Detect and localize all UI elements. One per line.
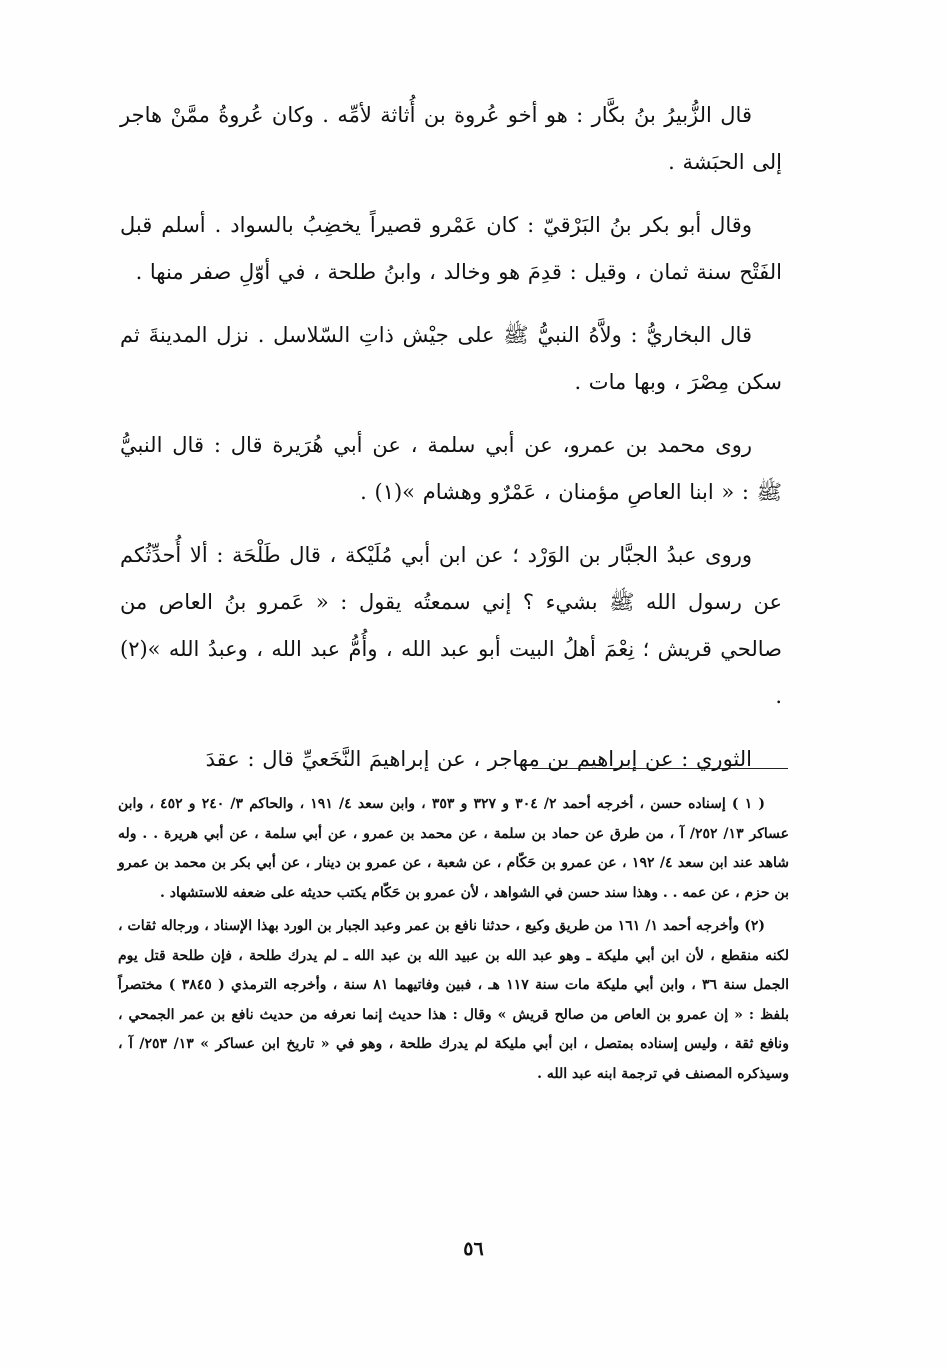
paragraph [120, 202, 782, 296]
paragraph-text: روى محمد بن عمرو، عن أبي سلمة ، عن أبي هُرَيرة قال : قال النبيُّ ﷺ : « ابنا العاصِ مؤمنان ، عَمْرٌو وهشام »(١) . [120, 433, 782, 504]
main-text [120, 92, 782, 799]
paragraph [120, 312, 782, 406]
footnote-text: ( ١ ) إسناده حسن ، أخرجه أحمد ٢/ ٣٠٤ و ٣٢٧ و ٣٥٣ ، وابن سعد ٤/ ١٩١ ، والحاكم ٣/ ٢٤٠ و ٤٥٢ ، وابن عساكر ١٣/ ٢٥٢/ آ ، من طرق عن حماد بن سلمة ، عن محمد بن عمرو ، عن أبي سلمة ، عن أبي هريرة . . وله شاهد عند ابن سعد ٤/ ١٩٢ ، عن عمرو بن حَكّام ، عن شعبة ، عن عمرو بن دينار ، عن أبي بكر بن محمد بن عمرو بن حزم ، عن عمه . . وهذا سند حسن في الشواهد ، لأن عمرو بن حَكّام يكتب حديثه على ضعفه للاستشهاد . [118, 796, 789, 901]
footnotes [118, 790, 789, 1093]
paragraph-text: الثوري : عن إبراهيم بن مهاجر ، عن إبراهيمَ النَّخَعيِّ قال : عقدَ [205, 747, 752, 771]
paragraph-text: قال البخاريُّ : ولاَّهُ النبيُّ ﷺ على جيْش ذاتِ السّلاسل . نزل المدينةَ ثم سكن مِصْرَ ، وبها مات . [120, 323, 782, 394]
paragraph [120, 422, 782, 516]
paragraph-text: وروى عبدُ الجبَّار بن الوَرْد ؛ عن ابن أبي مُلَيْكة ، قال طَلْحَة : ألا أُحدِّثُكم عن رسول الله ﷺ بشيء ؟ إني سمعتُه يقول : « عَمرو بنُ العاص من صالحي قريش ؛ نِعْمَ أهلُ البيت أبو عبد الله ، وأُمُّ عبد الله ، وعبدُ الله »(٢) . [120, 543, 782, 708]
page-number: ٥٦ [463, 1238, 484, 1260]
footnote [118, 912, 789, 1089]
footnote-text: (٢) وأخرجه أحمد ١/ ١٦١ من طريق وكيع ، حدثنا نافع بن عمر وعبد الجبار بن الورد بهذا الإسناد ، ورجاله ثقات ، لكنه منقطع ، لأن ابن أبي مليكة ـ وهو عبد الله بن عبيد الله بن عبد الله ـ لم يدرك طلحة ، فإن طلحة قتل يوم الجمل سنة ٣٦ ، وابن أبي مليكة مات سنة ١١٧ هـ ، فبين وفاتيهما ٨١ سنة ، وأخرجه الترمذي ( ٣٨٤٥ ) مختصراً بلفظ : « إن عمرو بن العاص من صالح قريش » وقال : هذا حديث إنما نعرفه من حديث نافع بن عمر الجمحي ، ونافع ثقة ، وليس إسناده بمتصل ، ابن أبي مليكة لم يدرك طلحة ، وهو في « تاريخ ابن عساكر » ١٣/ ٢٥٣/ آ ، وسيذكره المصنف في ترجمة ابنه عبد الله . [118, 918, 790, 1082]
paragraph-text: وقال أبو بكر بنُ البَرْقيّ : كان عَمْرو قصيراً يخضِبُ بالسواد . أسلم قبل الفَتْح سنة ثمان ، وقيل : قدِمَ هو وخالد ، وابنُ طلحة ، في أوّلِ صفر منها . [120, 213, 782, 284]
paragraph [120, 92, 782, 186]
paragraph-text: قال الزُّبيرُ بنُ بكَّار : هو أخو عُروة بن أُثاثة لأمِّه . وكان عُروةُ ممَّنْ هاجر إلى الحبَشة . [120, 103, 782, 174]
footnote-separator [532, 768, 788, 769]
footnote [118, 790, 789, 908]
paragraph [120, 736, 782, 783]
paragraph [120, 532, 782, 720]
